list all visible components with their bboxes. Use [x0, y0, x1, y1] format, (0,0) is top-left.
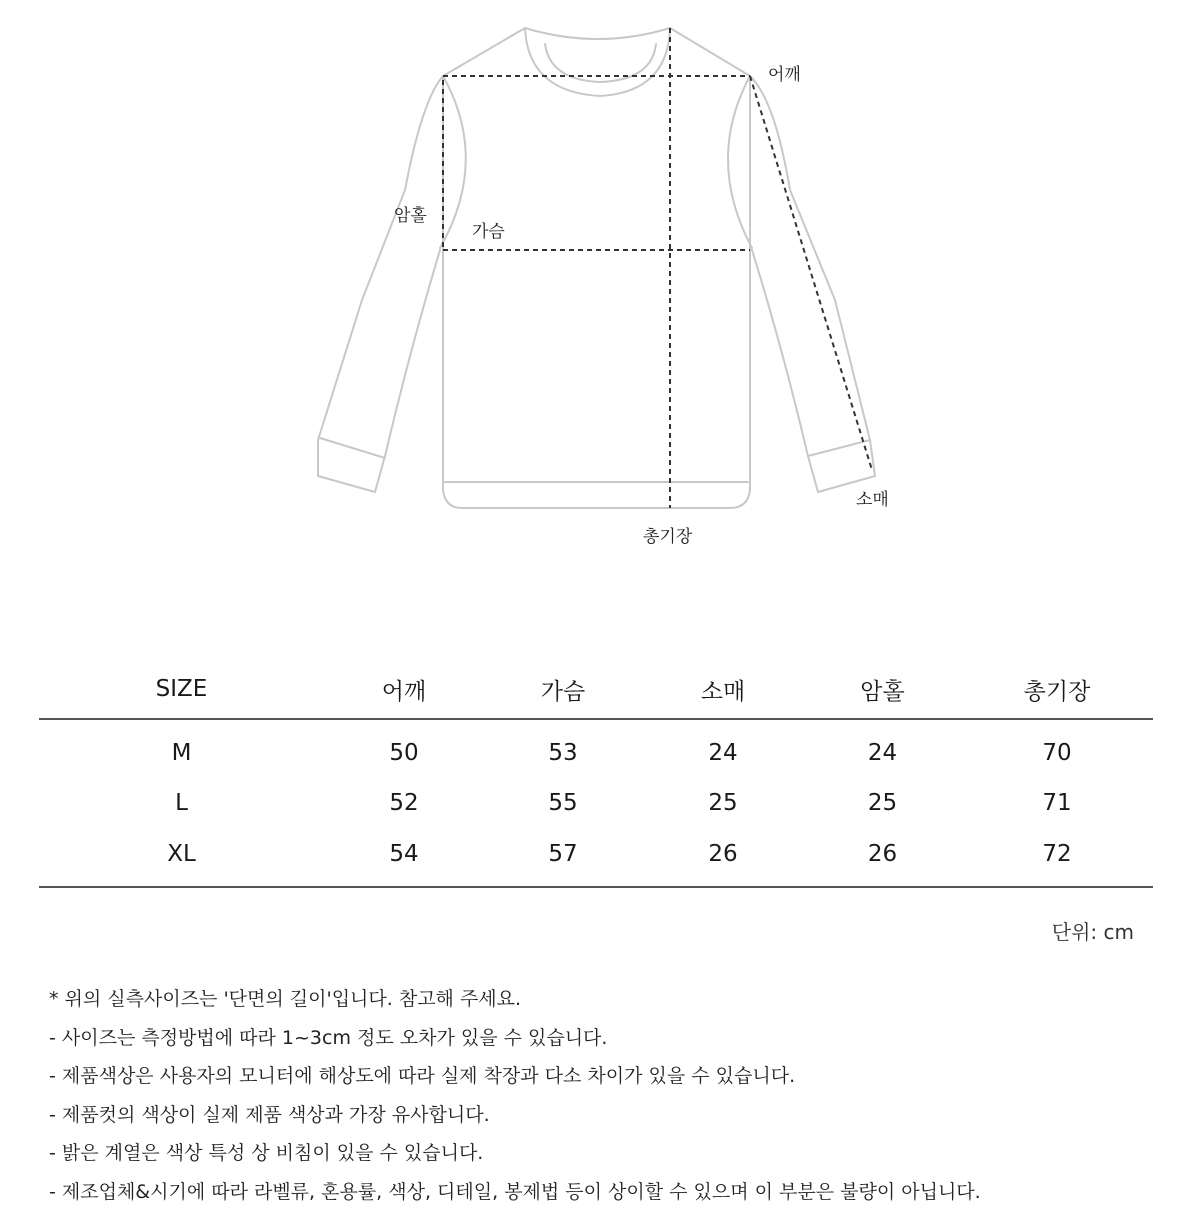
cell-size: L — [39, 775, 324, 831]
header-shoulder: 어깨 — [324, 660, 484, 719]
cell-armhole: 25 — [804, 775, 961, 831]
shoulder-label: 어깨 — [768, 60, 801, 85]
note-item: - 사이즈는 측정방법에 따라 1~3cm 정도 오차가 있을 수 있습니다. — [49, 1019, 981, 1058]
note-item: - 제품컷의 색상이 실제 제품 색상과 가장 유사합니다. — [49, 1096, 981, 1135]
cell-size: M — [39, 719, 324, 775]
header-armhole: 암홀 — [804, 660, 961, 719]
table-row — [39, 831, 1153, 887]
cell-armhole: 26 — [804, 831, 961, 887]
note-item: * 위의 실측사이즈는 '단면의 길이'입니다. 참고해 주세요. — [49, 980, 981, 1019]
sweatshirt-measurement-diagram — [0, 0, 1200, 600]
armhole-label: 암홀 — [394, 201, 427, 226]
note-item: - 밝은 계열은 색상 특성 상 비침이 있을 수 있습니다. — [49, 1134, 981, 1173]
size-notes-list — [49, 980, 981, 1211]
cell-chest: 55 — [484, 775, 642, 831]
sleeve-label: 소매 — [856, 485, 889, 510]
header-total-length: 총기장 — [961, 660, 1153, 719]
table-header-row — [39, 660, 1153, 719]
header-chest: 가슴 — [484, 660, 642, 719]
cell-sleeve: 24 — [642, 719, 804, 775]
header-sleeve: 소매 — [642, 660, 804, 719]
chest-label: 가슴 — [472, 217, 505, 242]
cell-chest: 57 — [484, 831, 642, 887]
cell-size: XL — [39, 831, 324, 887]
cell-sleeve: 26 — [642, 831, 804, 887]
cell-chest: 53 — [484, 719, 642, 775]
sleeve-line — [750, 76, 872, 470]
sweatshirt-outline — [0, 0, 1200, 600]
header-size: SIZE — [39, 660, 324, 719]
cell-armhole: 24 — [804, 719, 961, 775]
cell-total-length: 71 — [961, 775, 1153, 831]
cell-shoulder: 52 — [324, 775, 484, 831]
cell-shoulder: 54 — [324, 831, 484, 887]
cell-shoulder: 50 — [324, 719, 484, 775]
cell-total-length: 72 — [961, 831, 1153, 887]
unit-label: 단위: cm — [1052, 916, 1134, 945]
size-table — [39, 660, 1153, 888]
table-row — [39, 775, 1153, 831]
table-row — [39, 719, 1153, 775]
cell-total-length: 70 — [961, 719, 1153, 775]
total-length-label: 총기장 — [643, 522, 692, 547]
note-item: - 제품색상은 사용자의 모니터에 해상도에 따라 실제 착장과 다소 차이가 있을 수 있습니다. — [49, 1057, 981, 1096]
note-item: - 제조업체&시기에 따라 라벨류, 혼용률, 색상, 디테일, 봉제법 등이 상이할 수 있으며 이 부분은 불량이 아닙니다. — [49, 1173, 981, 1211]
cell-sleeve: 25 — [642, 775, 804, 831]
